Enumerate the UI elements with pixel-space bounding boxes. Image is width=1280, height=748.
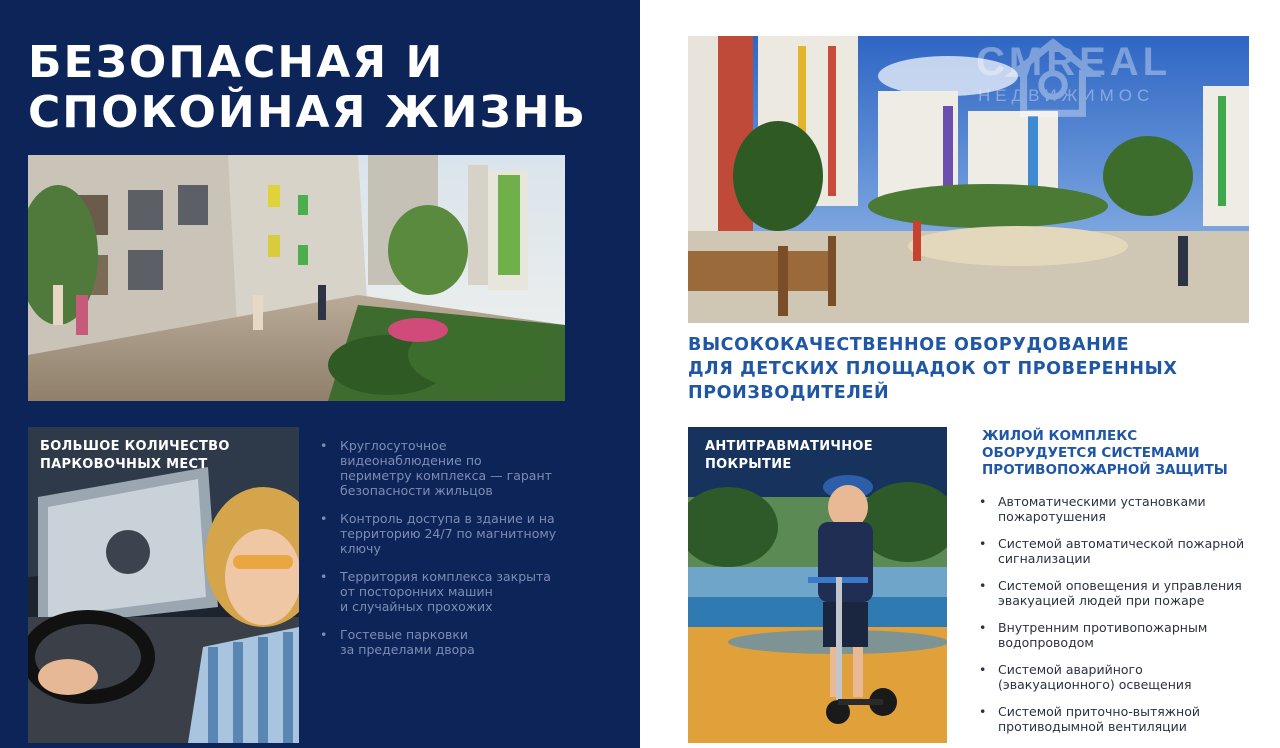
list-item [318, 511, 618, 556]
car-photo [28, 427, 299, 743]
playground-headline [688, 333, 1248, 405]
list-item-line: (эвакуационного) освещения [998, 677, 1192, 692]
list-item-line: от посторонних машин [340, 584, 493, 599]
list-item [318, 438, 618, 498]
list-item [318, 569, 618, 614]
watermark-subtitle: НЕДВИЖИМОС [978, 86, 1155, 105]
list-item-line: • Территория комплекса закрыта [340, 569, 551, 584]
list-item-line: ключу [340, 541, 381, 556]
list-item [976, 494, 1276, 524]
list-item-line: безопасности жильцов [340, 483, 493, 498]
list-item-line: • Системой аварийного [998, 662, 1143, 677]
list-item-line: • Гостевые парковки [340, 627, 469, 642]
list-item [976, 536, 1276, 566]
caption-line: АНТИТРАВМАТИЧНОЕ [705, 439, 873, 454]
title-line: БЕЗОПАСНАЯ И [28, 37, 445, 88]
list-item-line: сигнализации [998, 551, 1091, 566]
headline-line: ПРОИЗВОДИТЕЛЕЙ [688, 383, 890, 403]
list-item-line: водопроводом [998, 635, 1094, 650]
list-item-line: • Внутренним противопожарным [998, 620, 1208, 635]
list-item-line: периметру комплекса — гарант [340, 468, 552, 483]
list-item [318, 627, 618, 657]
caption-line: ПОКРЫТИЕ [705, 457, 792, 472]
list-item-line: • Системой оповещения и управления [998, 578, 1242, 593]
list-item-line: видеонаблюдение по [340, 453, 482, 468]
list-item-line: • Автоматическими установками [998, 494, 1206, 509]
watermark-brand: CMREAL [976, 40, 1172, 84]
scooter-photo [688, 427, 947, 743]
fire-title-line: ЖИЛОЙ КОМПЛЕКС [982, 428, 1138, 444]
list-item-line: • Круглосуточное [340, 438, 447, 453]
scooter-caption [705, 438, 940, 474]
street-photo [28, 155, 565, 401]
fire-safety-list [976, 494, 1276, 746]
caption-line: БОЛЬШОЕ КОЛИЧЕСТВО [40, 439, 230, 454]
title-line: СПОКОЙНАЯ ЖИЗНЬ [28, 87, 588, 138]
fire-safety-title [982, 428, 1272, 479]
page-title [28, 38, 618, 138]
list-item [976, 620, 1276, 650]
list-item-line: • Системой приточно-вытяжной [998, 704, 1200, 719]
fire-title-line: ОБОРУДУЕТСЯ СИСТЕМАМИ [982, 445, 1200, 461]
parking-caption [40, 438, 290, 474]
list-item-line: пожаротушения [998, 509, 1106, 524]
list-item-line: эвакуацией людей при пожаре [998, 593, 1205, 608]
caption-line: ПАРКОВОЧНЫХ МЕСТ [40, 457, 208, 472]
list-item-line: за пределами двора [340, 642, 475, 657]
list-item-line: противодымной вентиляции [998, 719, 1187, 734]
list-item-line: • Системой автоматической пожарной [998, 536, 1245, 551]
list-item [976, 578, 1276, 608]
headline-line: ВЫСОКОКАЧЕСТВЕННОЕ ОБОРУДОВАНИЕ [688, 335, 1130, 355]
list-item-line: • Контроль доступа в здание и на [340, 511, 555, 526]
list-item-line: и случайных прохожих [340, 599, 493, 614]
fire-title-line: ПРОТИВОПОЖАРНОЙ ЗАЩИТЫ [982, 462, 1228, 478]
security-list [318, 438, 618, 670]
list-item [976, 662, 1276, 692]
headline-line: ДЛЯ ДЕТСКИХ ПЛОЩАДОК ОТ ПРОВЕРЕННЫХ [688, 359, 1178, 379]
playground-photo [688, 36, 1249, 323]
list-item [976, 704, 1276, 734]
list-item-line: территорию 24/7 по магнитному [340, 526, 557, 541]
